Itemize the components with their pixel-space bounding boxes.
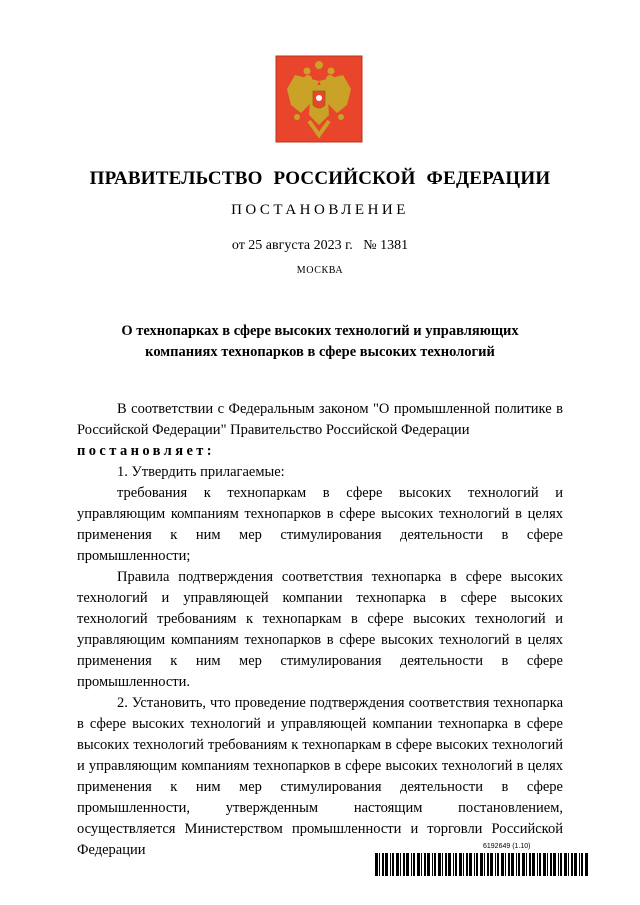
decree-number: № 1381 [363, 238, 409, 253]
document-body [77, 399, 563, 861]
city: МОСКВА [296, 265, 344, 276]
decree-date: от 25 августа 2023 г. [231, 238, 353, 253]
document-code: 6192649 (1.10) [483, 843, 531, 850]
coat-of-arms-icon [275, 55, 363, 143]
paragraph-item-2: 2. Установить, что проведение подтверждения соответствия технопарка в сфере высоких технологий и управляющей компании технопарка в сфере высоких технологий требованиям к технопаркам в сфере высоких технологий и управляющим компаниям технопарков в сфере высоких технологий в целях применения к ним мер стимулирования деятельности в сфере промышленности, утвержденным настоящим постановлением, осуществляется Министерством промышленности и торговли Российской Федерации [77, 695, 563, 858]
paragraph-item-1: 1. Утвердить прилагаемые: [117, 464, 285, 480]
decree-verb: постановляет: [77, 443, 216, 459]
document-type: ПОСТАНОВЛЕНИЕ [231, 202, 409, 218]
paragraph-rules: Правила подтверждения соответствия технопарка в сфере высоких технологий и управляющей компании технопарка в сфере высоких технологий требованиям к технопаркам в сфере высоких технологий и управляющим компаниям технопарков в сфере высоких технологий в целях применения к ним мер стимулирования деятельности в сфере промышленности. [77, 569, 563, 690]
date-line [0, 238, 640, 254]
paragraph-requirements: требования к технопаркам в сфере высоких технологий и управляющим компаниям технопарков в сфере высоких технологий в целях применения к ним мер стимулирования деятельности в сфере промышленности; [77, 485, 563, 564]
barcode-icon [375, 853, 590, 876]
heading-line-2: компаниях технопарков в сфере высоких технологий [145, 344, 495, 360]
decree-verb-line [77, 441, 563, 462]
heading-line-1: О технопарках в сфере высоких технологий и управляющих [121, 323, 519, 339]
paragraph-intro: В соответствии с Федеральным законом "О промышленной политике в Российской Федерации" Правительство Российской Федерации [77, 401, 563, 438]
government-title: ПРАВИТЕЛЬСТВО РОССИЙСКОЙ ФЕДЕРАЦИИ [89, 168, 551, 189]
decree-heading [90, 321, 550, 363]
